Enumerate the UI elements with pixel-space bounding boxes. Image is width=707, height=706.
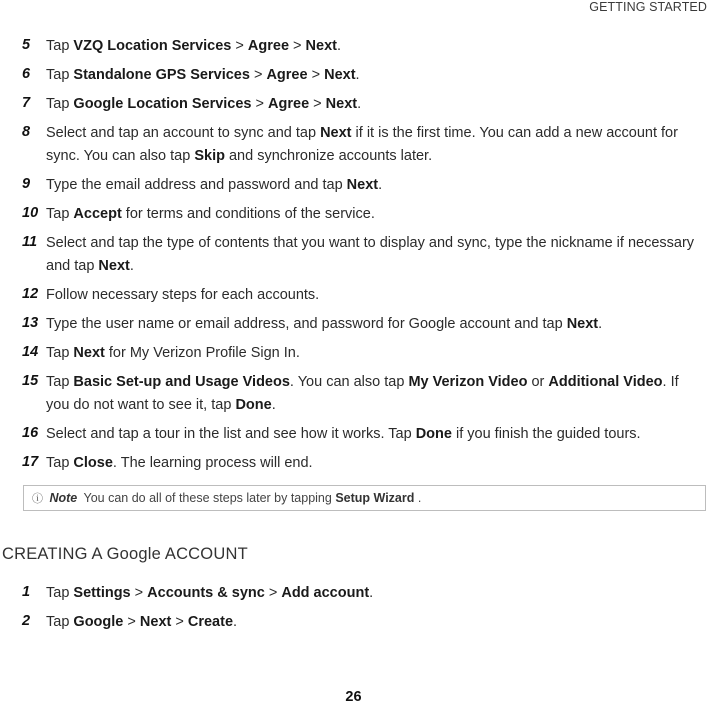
step-text: [46, 611, 701, 634]
step-number: 10: [22, 205, 39, 221]
step-text-segment: >: [130, 585, 148, 601]
step-text-segment: Select and tap an account to sync and tap: [46, 125, 321, 141]
note-box: [23, 485, 706, 511]
step-text: [46, 582, 701, 605]
section-title: CREATING A Google ACCOUNT: [2, 545, 248, 563]
step-number: 6: [22, 66, 31, 82]
step-text-segment: Select and tap the type of contents that you want to display and sync, type the nickname if necessary and tap: [46, 235, 695, 274]
step-ui-term: Agree: [268, 96, 310, 112]
step-text-segment: >: [307, 67, 325, 83]
step-text-segment: Tap: [46, 455, 74, 471]
step-text-segment: .: [129, 258, 134, 274]
step-text-segment: >: [309, 96, 326, 112]
step-text: [46, 232, 701, 278]
step-text-segment: or: [527, 374, 549, 390]
step-ui-term: Agree: [266, 67, 308, 83]
note-label: Note: [49, 491, 78, 505]
step-text-segment: .: [378, 177, 383, 193]
step-text: [46, 371, 701, 417]
step-text-segment: Type the email address and password and tap: [46, 177, 347, 193]
step-text-segment: Tap: [46, 374, 74, 390]
step-text-segment: .: [357, 96, 362, 112]
step-ui-term: Done: [415, 426, 452, 442]
step-text-segment: Tap: [46, 67, 74, 83]
step-ui-term: Next: [346, 177, 379, 193]
step-number: 16: [22, 425, 39, 441]
step-ui-term: Close: [73, 455, 113, 471]
step-text-segment: Tap: [46, 206, 74, 222]
step-number: 7: [22, 95, 31, 111]
step-text-segment: if it is the first time. You can add a new account for sync. You can also tap: [46, 125, 678, 164]
step-ui-term: Done: [235, 397, 272, 413]
step-text: [46, 284, 701, 307]
step-ui-term: Google Location Services: [73, 96, 252, 112]
step-number: 2: [22, 613, 31, 629]
step-number: 8: [22, 124, 31, 140]
note-end: .: [417, 491, 422, 505]
step-ui-term: Accounts & sync: [147, 585, 265, 601]
step-text-segment: . You can also tap: [289, 374, 409, 390]
step-ui-term: Additional Video: [548, 374, 663, 390]
step-text: [46, 174, 701, 197]
step-ui-term: Add account: [281, 585, 370, 601]
step-text-segment: .: [369, 585, 374, 601]
step-ui-term: Next: [325, 96, 358, 112]
step-ui-term: Next: [139, 614, 172, 630]
step-ui-term: Next: [566, 316, 599, 332]
step-ui-term: Basic Set-up and Usage Videos: [73, 374, 290, 390]
step-number: 13: [22, 315, 39, 331]
step-text-segment: for My Verizon Profile Sign In.: [104, 345, 300, 361]
step-ui-term: Settings: [73, 585, 131, 601]
step-ui-term: Next: [98, 258, 130, 274]
step-ui-term: Next: [73, 345, 105, 361]
step-text-segment: Tap: [46, 614, 74, 630]
page-header: GETTING STARTED: [589, 0, 707, 14]
step-text-segment: >: [264, 585, 282, 601]
step-text: [46, 342, 701, 365]
step-text-segment: if you finish the guided tours.: [451, 426, 641, 442]
step-text-segment: Tap: [46, 96, 74, 112]
step-ui-term: Google: [73, 614, 124, 630]
step-number: 5: [22, 37, 31, 53]
step-number: 15: [22, 373, 39, 389]
step-ui-term: Standalone GPS Services: [73, 67, 250, 83]
step-ui-term: Next: [324, 67, 356, 83]
page-number: 26: [345, 689, 362, 705]
step-text-segment: Tap: [46, 38, 74, 54]
step-text-segment: .: [271, 397, 276, 413]
step-text: [46, 35, 701, 58]
step-text-segment: for terms and conditions of the service.: [121, 206, 375, 222]
step-number: 17: [22, 454, 39, 470]
step-text-segment: Type the user name or email address, and password for Google account and tap: [46, 316, 567, 332]
step-text-segment: >: [123, 614, 140, 630]
step-number: 12: [22, 286, 39, 302]
step-text-segment: .: [598, 316, 603, 332]
step-text-segment: Follow necessary steps for each accounts.: [46, 287, 320, 303]
info-icon: ⓘ: [32, 493, 43, 505]
note-text: You can do all of these steps later by tapping: [83, 491, 336, 505]
step-ui-term: VZQ Location Services: [73, 38, 232, 54]
step-ui-term: Next: [320, 125, 352, 141]
step-text-segment: . The learning process will end.: [112, 455, 313, 471]
step-text-segment: .: [233, 614, 238, 630]
step-text: [46, 313, 701, 336]
step-text-segment: Tap: [46, 345, 74, 361]
step-ui-term: My Verizon Video: [408, 374, 528, 390]
step-text: [46, 93, 701, 116]
step-text: [46, 122, 701, 168]
step-text: [46, 203, 701, 226]
step-number: 9: [22, 176, 31, 192]
step-text-segment: >: [249, 67, 267, 83]
step-text: [46, 64, 701, 87]
step-text-segment: >: [289, 38, 306, 54]
step-number: 11: [22, 234, 38, 250]
step-text-segment: . If you do not want to see it, tap: [46, 374, 679, 413]
note-setup-wizard: Setup Wizard: [335, 491, 415, 505]
step-text-segment: .: [355, 67, 360, 83]
step-text-segment: Tap: [46, 585, 74, 601]
step-number: 14: [22, 344, 39, 360]
step-text-segment: Select and tap a tour in the list and see how it works. Tap: [46, 426, 416, 442]
step-text-segment: .: [336, 38, 342, 54]
step-number: 1: [22, 584, 31, 600]
step-ui-term: Create: [187, 614, 234, 630]
step-ui-term: Skip: [194, 148, 225, 164]
step-ui-term: Next: [305, 38, 337, 54]
step-text: [46, 423, 701, 446]
step-text-segment: >: [171, 614, 188, 630]
step-text-segment: and synchronize accounts later.: [224, 148, 433, 164]
step-ui-term: Agree: [247, 38, 290, 54]
step-text-segment: >: [251, 96, 269, 112]
step-text: [46, 452, 701, 475]
step-text-segment: >: [231, 38, 248, 54]
step-ui-term: Accept: [73, 206, 122, 222]
